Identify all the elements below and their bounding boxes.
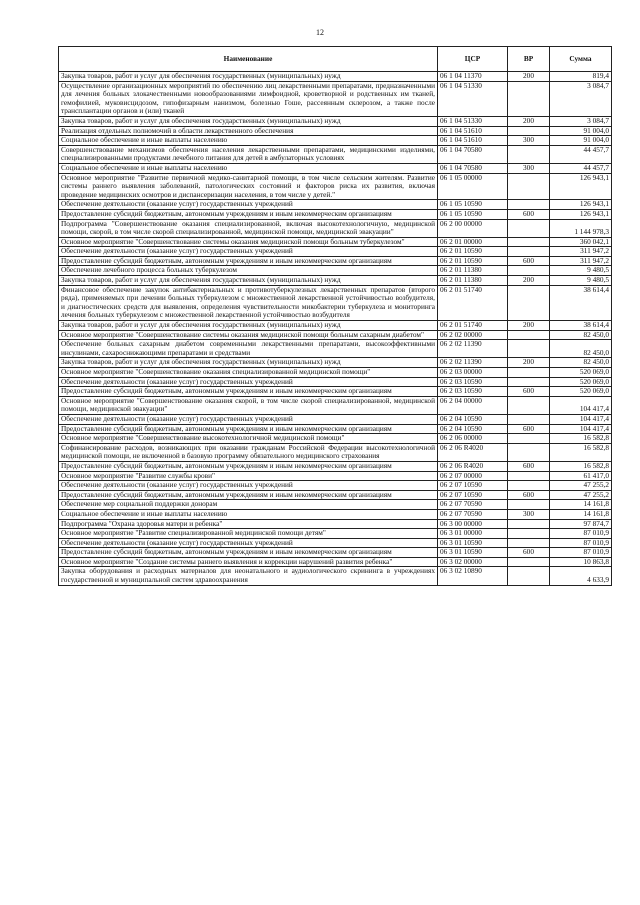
row-sum-cell: 87 010,9 bbox=[550, 548, 612, 558]
row-name-cell: Основное мероприятие "Совершенствование высокотехнологичной медицинской помощи" bbox=[59, 434, 438, 444]
row-csr-cell: 06 1 05 00000 bbox=[438, 173, 508, 200]
row-vr-cell bbox=[508, 285, 550, 320]
row-sum-cell: 104 417,4 bbox=[550, 424, 612, 434]
row-name-cell: Обеспечение лечебного процесса больных туберкулезом bbox=[59, 266, 438, 276]
row-vr-cell bbox=[508, 471, 550, 481]
row-csr-cell: 06 1 04 70580 bbox=[438, 145, 508, 163]
row-vr-cell bbox=[508, 557, 550, 567]
row-vr-cell bbox=[508, 368, 550, 378]
row-name-cell: Предоставление субсидий бюджетным, автономным учреждениям и иным некоммерческим организациям bbox=[59, 209, 438, 219]
header-name: Наименование bbox=[59, 47, 438, 72]
row-vr-cell: 600 bbox=[508, 387, 550, 397]
row-sum-cell: 3 084,7 bbox=[550, 116, 612, 126]
row-sum-cell: 47 255,2 bbox=[550, 481, 612, 491]
row-name-cell: Предоставление субсидий бюджетным, автономным учреждениям и иным некоммерческим организациям bbox=[59, 548, 438, 558]
row-name-cell: Основное мероприятие "Развитие первичной медико-санитарной помощи, в том числе сельским жителям. Развитие системы раннего выявления заболеваний, патологических состояний и факторов риска их развития, включая проведение медицинских осмотров и диспансеризации населения, в том числе у детей." bbox=[59, 173, 438, 200]
row-csr-cell: 06 2 04 10590 bbox=[438, 424, 508, 434]
row-sum-cell: 14 161,8 bbox=[550, 509, 612, 519]
row-sum-cell: 82 450,0 bbox=[550, 358, 612, 368]
table-row bbox=[59, 81, 612, 116]
row-name-cell: Обеспечение деятельности (оказание услуг) государственных учреждений bbox=[59, 481, 438, 491]
row-vr-cell bbox=[508, 200, 550, 210]
row-csr-cell: 06 2 01 00000 bbox=[438, 237, 508, 247]
row-vr-cell bbox=[508, 481, 550, 491]
page-number: 12 bbox=[316, 28, 324, 37]
row-vr-cell: 600 bbox=[508, 548, 550, 558]
row-name-cell: Обеспечение деятельности (оказание услуг) государственных учреждений bbox=[59, 377, 438, 387]
row-name-cell: Предоставление субсидий бюджетным, автономным учреждениям и иным некоммерческим организациям bbox=[59, 461, 438, 471]
row-name-cell: Финансовое обеспечение закупок антибактериальных и противотуберкулезных лекарственных препаратов (второго ряда), применяемых при лечении больных туберкулезом с множественной лекарственной устойчивостью возбудителя, и диагностических средств для выявления, определения чувствительности микобактерии туберкулеза и мониторинга лечения больных туберкулезом с множественной лекарственной устойчивостью возбудителя bbox=[59, 285, 438, 320]
row-vr-cell bbox=[508, 396, 550, 414]
row-sum-cell: 91 004,0 bbox=[550, 126, 612, 136]
row-csr-cell: 06 2 03 10590 bbox=[438, 377, 508, 387]
row-csr-cell: 06 2 06 R4020 bbox=[438, 461, 508, 471]
row-sum-cell: 87 010,9 bbox=[550, 529, 612, 539]
table-row bbox=[59, 173, 612, 200]
row-vr-cell: 200 bbox=[508, 116, 550, 126]
row-csr-cell: 06 2 06 00000 bbox=[438, 434, 508, 444]
row-csr-cell: 06 1 04 51330 bbox=[438, 116, 508, 126]
row-sum-cell: 38 614,4 bbox=[550, 285, 612, 320]
table-row bbox=[59, 500, 612, 510]
row-name-cell: Основное мероприятие "Совершенствование системы оказания медицинской помощи больным туберкулезом" bbox=[59, 237, 438, 247]
row-name-cell: Закупка товаров, работ и услуг для обеспечения государственных (муниципальных) нужд bbox=[59, 72, 438, 82]
row-name-cell: Обеспечение деятельности (оказание услуг) государственных учреждений bbox=[59, 200, 438, 210]
row-sum-cell: 16 582,8 bbox=[550, 443, 612, 461]
header-vr: ВР bbox=[508, 47, 550, 72]
row-sum-cell: 14 161,8 bbox=[550, 500, 612, 510]
row-sum-cell: 38 614,4 bbox=[550, 321, 612, 331]
row-name-cell: Предоставление субсидий бюджетным, автономным учреждениям и иным некоммерческим организациям bbox=[59, 387, 438, 397]
row-name-cell: Обеспечение деятельности (оказание услуг) государственных учреждений bbox=[59, 538, 438, 548]
row-csr-cell: 06 2 06 R4020 bbox=[438, 443, 508, 461]
table-row bbox=[59, 209, 612, 219]
row-vr-cell: 600 bbox=[508, 490, 550, 500]
row-vr-cell bbox=[508, 247, 550, 257]
row-vr-cell: 200 bbox=[508, 72, 550, 82]
row-vr-cell bbox=[508, 145, 550, 163]
row-name-cell: Осуществление организационных мероприятий по обеспечению лиц лекарственными препаратами, предназначенными для лечения больных злокачественными новообразованиями лимфоидной, кроветворной и родственных им тканей, гемофилией, муковисцидозом, гипофизарным нанизмом, болезнью Гоше, рассеянным склерозом, а также после трансплантации органов и (или) тканей bbox=[59, 81, 438, 116]
row-name-cell: Закупка оборудования и расходных материалов для неонатального и аудиологического скрининга в учреждениях государственной и муниципальной систем здравоохранения bbox=[59, 567, 438, 585]
table-row bbox=[59, 529, 612, 539]
row-sum-cell: 126 943,1 bbox=[550, 173, 612, 200]
row-vr-cell bbox=[508, 500, 550, 510]
table-row bbox=[59, 387, 612, 397]
row-sum-cell: 61 417,0 bbox=[550, 471, 612, 481]
row-sum-cell: 97 874,7 bbox=[550, 519, 612, 529]
row-vr-cell: 200 bbox=[508, 358, 550, 368]
row-name-cell: Социальное обеспечение и иные выплаты населению bbox=[59, 163, 438, 173]
row-csr-cell: 06 1 04 51610 bbox=[438, 126, 508, 136]
row-csr-cell: 06 3 01 00000 bbox=[438, 529, 508, 539]
row-csr-cell: 06 1 05 10590 bbox=[438, 209, 508, 219]
row-vr-cell: 200 bbox=[508, 276, 550, 286]
row-csr-cell: 06 2 07 10590 bbox=[438, 481, 508, 491]
row-csr-cell: 06 2 07 10590 bbox=[438, 490, 508, 500]
row-csr-cell: 06 2 03 00000 bbox=[438, 368, 508, 378]
row-sum-cell: 520 069,0 bbox=[550, 368, 612, 378]
row-vr-cell bbox=[508, 330, 550, 340]
row-csr-cell: 06 3 01 10590 bbox=[438, 548, 508, 558]
row-sum-cell: 104 417,4 bbox=[550, 414, 612, 424]
row-vr-cell bbox=[508, 443, 550, 461]
row-vr-cell bbox=[508, 237, 550, 247]
row-sum-cell: 104 417,4 bbox=[550, 396, 612, 414]
row-sum-cell: 82 450,0 bbox=[550, 330, 612, 340]
row-sum-cell: 82 450,0 bbox=[550, 340, 612, 358]
row-name-cell: Реализация отдельных полномочий в области лекарственного обеспечения bbox=[59, 126, 438, 136]
table-row bbox=[59, 285, 612, 320]
row-sum-cell: 10 863,8 bbox=[550, 557, 612, 567]
row-sum-cell: 520 069,0 bbox=[550, 377, 612, 387]
row-csr-cell: 06 2 01 10590 bbox=[438, 247, 508, 257]
row-csr-cell: 06 2 00 00000 bbox=[438, 219, 508, 237]
row-csr-cell: 06 1 05 10590 bbox=[438, 200, 508, 210]
table-row bbox=[59, 340, 612, 358]
header-csr: ЦСР bbox=[438, 47, 508, 72]
row-csr-cell: 06 2 02 00000 bbox=[438, 330, 508, 340]
row-name-cell: Основное мероприятие "Совершенствование оказания специализированной медицинской помощи" bbox=[59, 368, 438, 378]
row-csr-cell: 06 2 01 11380 bbox=[438, 266, 508, 276]
row-name-cell: Подпрограмма "Совершенствование оказания специализированной, включая высокотехнологичную, медицинской помощи, скорой, в том числе скорой специализированной, медицинской помощи, медицинской эвакуации" bbox=[59, 219, 438, 237]
table-row bbox=[59, 567, 612, 585]
row-name-cell: Предоставление субсидий бюджетным, автономным учреждениям и иным некоммерческим организациям bbox=[59, 424, 438, 434]
row-csr-cell: 06 2 01 51740 bbox=[438, 321, 508, 331]
row-sum-cell: 16 582,8 bbox=[550, 461, 612, 471]
table-row bbox=[59, 72, 612, 82]
row-csr-cell: 06 2 04 00000 bbox=[438, 396, 508, 414]
row-sum-cell: 91 004,0 bbox=[550, 136, 612, 146]
row-sum-cell: 819,4 bbox=[550, 72, 612, 82]
row-csr-cell: 06 2 07 00000 bbox=[438, 471, 508, 481]
table-row bbox=[59, 443, 612, 461]
table-row bbox=[59, 509, 612, 519]
row-name-cell: Социальное обеспечение и иные выплаты населению bbox=[59, 136, 438, 146]
row-vr-cell: 300 bbox=[508, 509, 550, 519]
row-sum-cell: 520 069,0 bbox=[550, 387, 612, 397]
row-sum-cell: 16 582,8 bbox=[550, 434, 612, 444]
row-sum-cell: 44 457,7 bbox=[550, 145, 612, 163]
row-csr-cell: 06 2 04 10590 bbox=[438, 414, 508, 424]
row-vr-cell: 600 bbox=[508, 424, 550, 434]
row-sum-cell: 1 144 978,3 bbox=[550, 219, 612, 237]
table-row bbox=[59, 163, 612, 173]
row-sum-cell: 3 084,7 bbox=[550, 81, 612, 116]
row-vr-cell bbox=[508, 414, 550, 424]
row-vr-cell bbox=[508, 219, 550, 237]
table-row bbox=[59, 548, 612, 558]
row-sum-cell: 47 255,2 bbox=[550, 490, 612, 500]
row-vr-cell bbox=[508, 567, 550, 585]
row-sum-cell: 126 943,1 bbox=[550, 209, 612, 219]
table-row bbox=[59, 414, 612, 424]
row-name-cell: Основное мероприятие "Создание системы раннего выявления и коррекции нарушений развития ребенка" bbox=[59, 557, 438, 567]
row-csr-cell: 06 1 04 51330 bbox=[438, 81, 508, 116]
row-vr-cell bbox=[508, 81, 550, 116]
table-header-row bbox=[59, 47, 612, 72]
row-csr-cell: 06 2 03 10590 bbox=[438, 387, 508, 397]
row-vr-cell: 600 bbox=[508, 461, 550, 471]
row-name-cell: Софинансирование расходов, возникающих при оказании гражданам Российской Федерации высокотехнологичной медицинской помощи, не включенной в базовую программу обязательного медицинского страхования bbox=[59, 443, 438, 461]
row-csr-cell: 06 2 01 10590 bbox=[438, 256, 508, 266]
row-name-cell: Предоставление субсидий бюджетным, автономным учреждениям и иным некоммерческим организациям bbox=[59, 490, 438, 500]
budget-table bbox=[58, 46, 612, 586]
row-csr-cell: 06 2 07 70590 bbox=[438, 500, 508, 510]
row-vr-cell bbox=[508, 340, 550, 358]
row-csr-cell: 06 2 02 11390 bbox=[438, 358, 508, 368]
row-sum-cell: 44 457,7 bbox=[550, 163, 612, 173]
table-row bbox=[59, 136, 612, 146]
table-row bbox=[59, 145, 612, 163]
row-name-cell: Основное мероприятие "Совершенствование системы оказания медицинской помощи больным сахарным диабетом" bbox=[59, 330, 438, 340]
row-sum-cell: 311 947,2 bbox=[550, 247, 612, 257]
row-sum-cell: 126 943,1 bbox=[550, 200, 612, 210]
row-sum-cell: 4 633,9 bbox=[550, 567, 612, 585]
row-vr-cell bbox=[508, 434, 550, 444]
row-vr-cell bbox=[508, 529, 550, 539]
row-csr-cell: 06 3 02 10890 bbox=[438, 567, 508, 585]
row-csr-cell: 06 1 04 51610 bbox=[438, 136, 508, 146]
row-name-cell: Закупка товаров, работ и услуг для обеспечения государственных (муниципальных) нужд bbox=[59, 321, 438, 331]
row-vr-cell: 300 bbox=[508, 136, 550, 146]
table-row bbox=[59, 247, 612, 257]
table-row bbox=[59, 116, 612, 126]
row-name-cell: Обеспечение деятельности (оказание услуг) государственных учреждений bbox=[59, 247, 438, 257]
row-sum-cell: 311 947,2 bbox=[550, 256, 612, 266]
row-name-cell: Обеспечение мер социальной поддержки донорам bbox=[59, 500, 438, 510]
table-body bbox=[59, 72, 612, 586]
row-name-cell: Закупка товаров, работ и услуг для обеспечения государственных (муниципальных) нужд bbox=[59, 116, 438, 126]
table-row bbox=[59, 434, 612, 444]
row-name-cell: Обеспечение больных сахарным диабетом современными лекарственными препаратами, высокоэффективными инсулинами, сахароснижающими препаратами и средствами bbox=[59, 340, 438, 358]
row-sum-cell: 9 480,5 bbox=[550, 276, 612, 286]
row-name-cell: Закупка товаров, работ и услуг для обеспечения государственных (муниципальных) нужд bbox=[59, 276, 438, 286]
row-name-cell: Предоставление субсидий бюджетным, автономным учреждениям и иным некоммерческим организациям bbox=[59, 256, 438, 266]
row-csr-cell: 06 2 02 11390 bbox=[438, 340, 508, 358]
row-name-cell: Основное мероприятие "Развитие службы крови" bbox=[59, 471, 438, 481]
row-csr-cell: 06 1 04 70580 bbox=[438, 163, 508, 173]
row-name-cell: Основное мероприятие "Совершенствование оказания скорой, в том числе скорой специализированной, медицинской помощи, медицинской эвакуации" bbox=[59, 396, 438, 414]
table-row bbox=[59, 200, 612, 210]
row-name-cell: Закупка товаров, работ и услуг для обеспечения государственных (муниципальных) нужд bbox=[59, 358, 438, 368]
table-row bbox=[59, 219, 612, 237]
table-row bbox=[59, 481, 612, 491]
row-name-cell: Подпрограмма "Охрана здоровья матери и ребенка" bbox=[59, 519, 438, 529]
row-csr-cell: 06 2 01 11380 bbox=[438, 276, 508, 286]
row-vr-cell bbox=[508, 519, 550, 529]
row-name-cell: Социальное обеспечение и иные выплаты населению bbox=[59, 509, 438, 519]
row-sum-cell: 9 480,5 bbox=[550, 266, 612, 276]
row-sum-cell: 360 042,1 bbox=[550, 237, 612, 247]
row-name-cell: Основное мероприятие "Развитие специализированной медицинской помощи детям" bbox=[59, 529, 438, 539]
row-csr-cell: 06 3 01 10590 bbox=[438, 538, 508, 548]
row-csr-cell: 06 2 07 70590 bbox=[438, 509, 508, 519]
table-row bbox=[59, 368, 612, 378]
header-sum: Сумма bbox=[550, 47, 612, 72]
row-vr-cell: 600 bbox=[508, 256, 550, 266]
table-row bbox=[59, 461, 612, 471]
row-csr-cell: 06 1 04 11370 bbox=[438, 72, 508, 82]
row-csr-cell: 06 3 02 00000 bbox=[438, 557, 508, 567]
row-vr-cell: 600 bbox=[508, 209, 550, 219]
row-name-cell: Совершенствование механизмов обеспечения населения лекарственными препаратами, медицинскими изделиями, специализированными продуктами лечебного питания для детей в амбулаторных условиях bbox=[59, 145, 438, 163]
row-vr-cell bbox=[508, 173, 550, 200]
row-sum-cell: 87 010,9 bbox=[550, 538, 612, 548]
row-vr-cell: 200 bbox=[508, 321, 550, 331]
table-row bbox=[59, 321, 612, 331]
table-row bbox=[59, 396, 612, 414]
row-csr-cell: 06 2 01 51740 bbox=[438, 285, 508, 320]
row-name-cell: Обеспечение деятельности (оказание услуг) государственных учреждений bbox=[59, 414, 438, 424]
row-vr-cell: 300 bbox=[508, 163, 550, 173]
row-csr-cell: 06 3 00 00000 bbox=[438, 519, 508, 529]
table-row bbox=[59, 276, 612, 286]
